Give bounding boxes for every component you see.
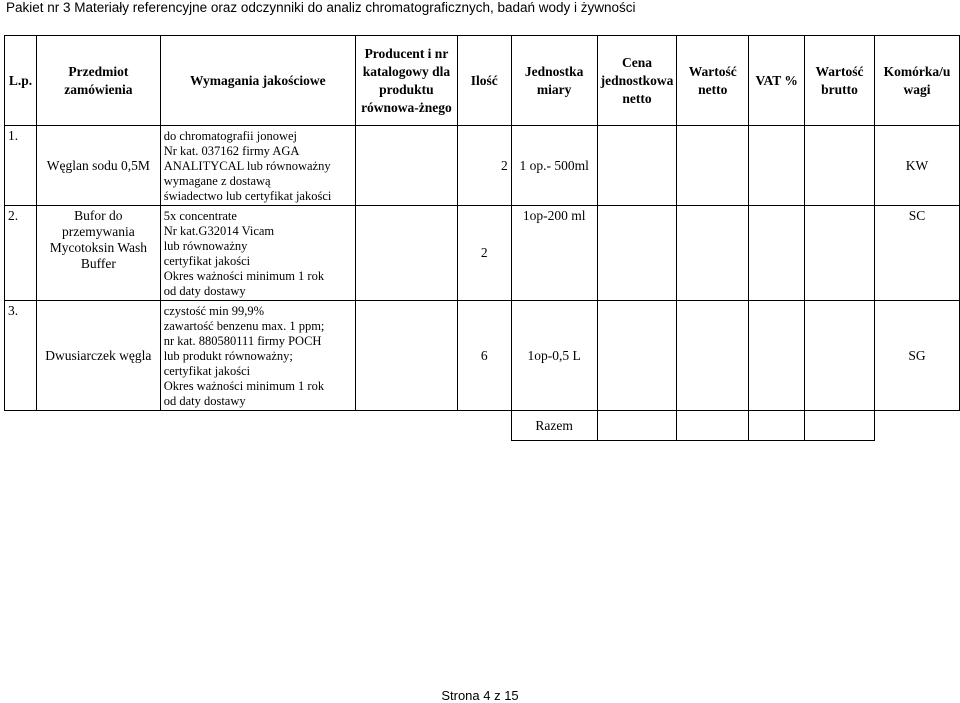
col-jednostka: Jednostka miary [511, 36, 597, 126]
row-qty: 6 [457, 301, 511, 411]
row-producent [356, 301, 458, 411]
row-name: Węglan sodu 0,5M [36, 126, 160, 206]
row-name: Bufor do przemywania Mycotoksin Wash Buffer [36, 206, 160, 301]
row-unit: 1 op.- 500ml [511, 126, 597, 206]
row-qty: 2 [457, 126, 511, 206]
row-name: Dwusiarczek węgla [36, 301, 160, 411]
total-row [5, 411, 960, 441]
row-vat [749, 126, 805, 206]
table-row [5, 126, 960, 206]
total-vat [749, 411, 805, 441]
row-vat [749, 206, 805, 301]
table-row [5, 301, 960, 411]
row-price [597, 126, 677, 206]
row-vat [749, 301, 805, 411]
order-table [4, 35, 960, 441]
row-requirements: do chromatografii jonowej Nr kat. 037162 firmy AGA ANALITYCAL lub równoważny wymagane z dostawą świadectwo lub certyfikat jakości [160, 126, 355, 206]
total-gross [805, 411, 875, 441]
page-footer: Strona 4 z 15 [441, 688, 519, 703]
table-row [5, 206, 960, 301]
row-lp: 2. [5, 206, 37, 301]
row-producent [356, 126, 458, 206]
row-cell: SC [875, 206, 960, 301]
row-producent [356, 206, 458, 301]
col-cena: Cena jednostkowa netto [597, 36, 677, 126]
col-wymagania: Wymagania jakościowe [160, 36, 355, 126]
row-gross [805, 126, 875, 206]
col-vat: VAT % [749, 36, 805, 126]
row-cell: KW [875, 126, 960, 206]
row-net [677, 126, 749, 206]
row-lp: 3. [5, 301, 37, 411]
col-lp: L.p. [5, 36, 37, 126]
total-price [597, 411, 677, 441]
col-wartosc-brutto: Wartość brutto [805, 36, 875, 126]
col-wartosc-netto: Wartość netto [677, 36, 749, 126]
row-unit: 1op-0,5 L [511, 301, 597, 411]
row-qty: 2 [457, 206, 511, 301]
row-gross [805, 301, 875, 411]
row-unit: 1op-200 ml [511, 206, 597, 301]
col-ilosc: Ilość [457, 36, 511, 126]
row-gross [805, 206, 875, 301]
document-header: Pakiet nr 3 Materiały referencyjne oraz odczynniki do analiz chromatograficznych, badań wody i żywności [6, 0, 636, 15]
col-producent: Producent i nr katalogowy dla produktu równowa-żnego [356, 36, 458, 126]
row-requirements: 5x concentrate Nr kat.G32014 Vicam lub równoważny certyfikat jakości Okres ważności minimum 1 rok od daty dostawy [160, 206, 355, 301]
row-net [677, 206, 749, 301]
col-przedmiot: Przedmiot zamówienia [36, 36, 160, 126]
row-price [597, 301, 677, 411]
row-lp: 1. [5, 126, 37, 206]
row-net [677, 301, 749, 411]
table-header-row [5, 36, 960, 126]
col-komorka: Komórka/u wagi [875, 36, 960, 126]
total-net [677, 411, 749, 441]
razem-label: Razem [511, 411, 597, 441]
row-requirements: czystość min 99,9% zawartość benzenu max. 1 ppm; nr kat. 880580111 firmy POCH lub produkt równoważny; certyfikat jakości Okres ważności minimum 1 rok od daty dostawy [160, 301, 355, 411]
row-price [597, 206, 677, 301]
row-cell: SG [875, 301, 960, 411]
